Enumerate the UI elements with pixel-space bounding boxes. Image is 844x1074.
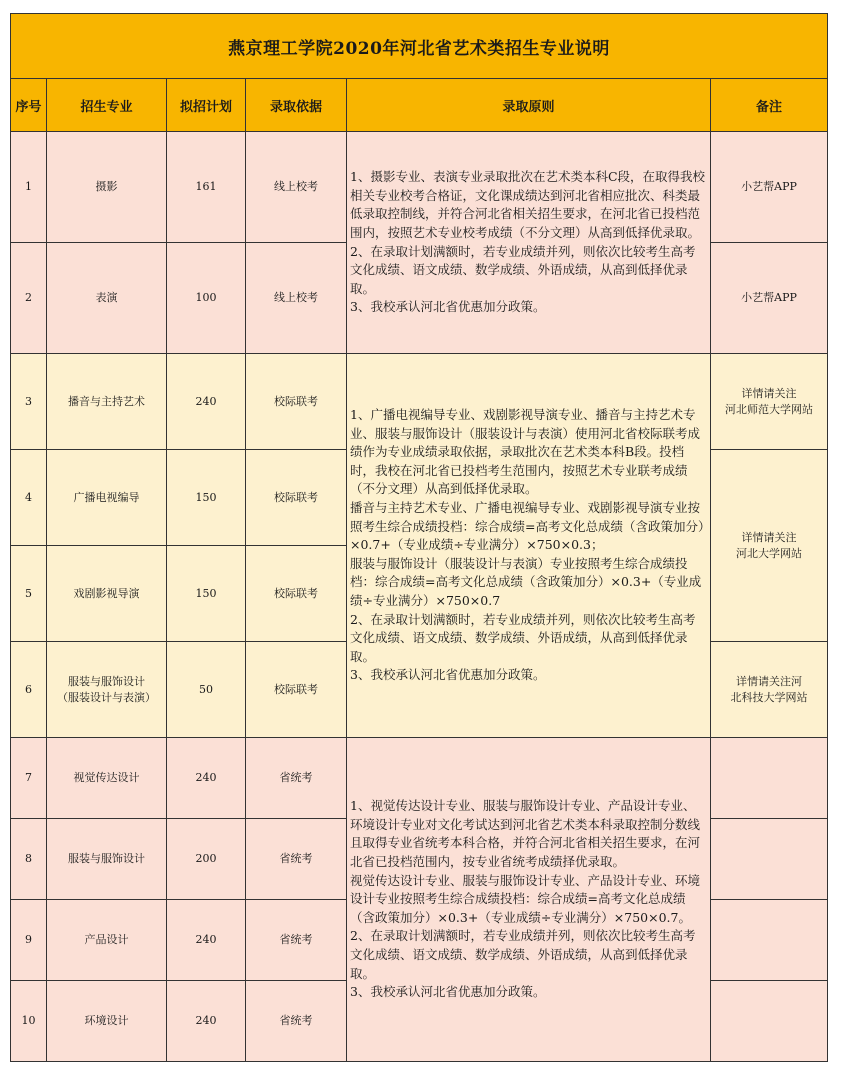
cell-plan: 240 bbox=[167, 981, 246, 1062]
cell-basis: 校际联考 bbox=[246, 642, 347, 738]
cell-principle-group1 bbox=[347, 132, 711, 354]
cell-seq: 6 bbox=[11, 642, 47, 738]
cell-seq: 10 bbox=[11, 981, 47, 1062]
cell-plan: 150 bbox=[167, 450, 246, 546]
cell-plan: 240 bbox=[167, 738, 246, 819]
cell-major: 环境设计 bbox=[47, 981, 167, 1062]
cell-remark: 小艺帮APP bbox=[711, 132, 828, 243]
header-row bbox=[11, 79, 828, 132]
cell-remark bbox=[711, 819, 828, 900]
cell-remark bbox=[711, 900, 828, 981]
cell-remark bbox=[711, 981, 828, 1062]
cell-remark: 详情请关注 河北师范大学网站 bbox=[711, 354, 828, 450]
header-principle: 录取原则 bbox=[347, 79, 711, 132]
cell-plan: 150 bbox=[167, 546, 246, 642]
header-basis: 录取依据 bbox=[246, 79, 347, 132]
header-seq: 序号 bbox=[11, 79, 47, 132]
cell-basis: 线上校考 bbox=[246, 243, 347, 354]
cell-seq: 2 bbox=[11, 243, 47, 354]
cell-seq: 5 bbox=[11, 546, 47, 642]
table-row bbox=[11, 738, 828, 819]
cell-seq: 3 bbox=[11, 354, 47, 450]
cell-remark: 详情请关注河 北科技大学网站 bbox=[711, 642, 828, 738]
cell-major: 视觉传达设计 bbox=[47, 738, 167, 819]
cell-seq: 9 bbox=[11, 900, 47, 981]
cell-remark-merged: 详情请关注 河北大学网站 bbox=[711, 450, 828, 642]
header-major: 招生专业 bbox=[47, 79, 167, 132]
table-title: 燕京理工学院2020年河北省艺术类招生专业说明 bbox=[11, 14, 828, 79]
cell-remark bbox=[711, 738, 828, 819]
cell-seq: 7 bbox=[11, 738, 47, 819]
admission-table bbox=[10, 13, 828, 1062]
admission-table-sheet bbox=[10, 13, 827, 1059]
table-row bbox=[11, 132, 828, 243]
cell-plan: 100 bbox=[167, 243, 246, 354]
principle-text: 1、摄影专业、表演专业录取批次在艺术类本科C段，在取得我校相关专业校考合格证，文化课成绩达到河北省相应批次、科类最低录取控制线，并符合河北省相关招生要求，在河北省已投档范围内，按照艺术专业校考成绩（不分文理）从高到低择优录取。 2、在录取计划满额时，若专业成绩并列，则依次比较考生高考文化成绩、语文成绩、数学成绩、外语成绩，从高到低择优录取。 3、我校承认河北省优惠加分政策。 bbox=[350, 169, 706, 315]
cell-basis: 省统考 bbox=[246, 819, 347, 900]
header-remark: 备注 bbox=[711, 79, 828, 132]
header-plan: 拟招计划 bbox=[167, 79, 246, 132]
cell-major: 产品设计 bbox=[47, 900, 167, 981]
cell-plan: 200 bbox=[167, 819, 246, 900]
cell-seq: 8 bbox=[11, 819, 47, 900]
cell-major: 戏剧影视导演 bbox=[47, 546, 167, 642]
cell-basis: 校际联考 bbox=[246, 354, 347, 450]
cell-basis: 校际联考 bbox=[246, 450, 347, 546]
cell-major: 播音与主持艺术 bbox=[47, 354, 167, 450]
table-row bbox=[11, 354, 828, 450]
cell-principle-group3 bbox=[347, 738, 711, 1062]
cell-major: 服装与服饰设计 bbox=[47, 819, 167, 900]
cell-plan: 50 bbox=[167, 642, 246, 738]
cell-principle-group2 bbox=[347, 354, 711, 738]
cell-remark: 小艺帮APP bbox=[711, 243, 828, 354]
cell-basis: 校际联考 bbox=[246, 546, 347, 642]
cell-major: 服装与服饰设计 （服装设计与表演） bbox=[47, 642, 167, 738]
cell-basis: 省统考 bbox=[246, 738, 347, 819]
principle-text: 1、视觉传达设计专业、服装与服饰设计专业、产品设计专业、环境设计专业对文化考试达到河北省艺术类本科录取控制分数线且取得专业省统考本科合格，并符合河北省相关招生要求，在河北省已投档范围内，按专业省统考成绩择优录取。 视觉传达设计专业、服装与服饰设计专业、产品设计专业、环境设计专业按照考生综合成绩投档：综合成绩=高考文化总成绩（含政策加分）×0.3+（专业成绩÷专业满分）×750×0.7。 2、在录取计划满额时，若专业成绩并列，则依次比较考生高考文化成绩、语文成绩、数学成绩、外语成绩，从高到低择优录取。 3、我校承认河北省优惠加分政策。 bbox=[350, 798, 701, 1000]
cell-plan: 240 bbox=[167, 900, 246, 981]
cell-seq: 4 bbox=[11, 450, 47, 546]
cell-basis: 线上校考 bbox=[246, 132, 347, 243]
cell-major: 表演 bbox=[47, 243, 167, 354]
cell-seq: 1 bbox=[11, 132, 47, 243]
cell-major: 摄影 bbox=[47, 132, 167, 243]
cell-basis: 省统考 bbox=[246, 900, 347, 981]
cell-major: 广播电视编导 bbox=[47, 450, 167, 546]
principle-text: 1、广播电视编导专业、戏剧影视导演专业、播音与主持艺术专业、服装与服饰设计（服装设计与表演）使用河北省校际联考成绩作为专业成绩录取依据，录取批次在艺术类本科B段。投档时，我校在河北省已投档考生范围内，按照艺术专业联考成绩（不分文理）从高到低择优录取。 播音与主持艺术专业、广播电视编导专业、戏剧影视导演专业按照考生综合成绩投档：综合成绩=高考文化总成绩（含政策加分）×0.7+（专业成绩÷专业满分）×750×0.3； 服装与服饰设计（服装设计与表演）专业按照考生综合成绩投档：综合成绩=高考文化总成绩（含政策加分）×0.3+（专业成绩÷专业满分）×750×0.7 2、在录取计划满额时，若专业成绩并列，则依次比较考生高考文化成绩、语文成绩、数学成绩、外语成绩，从高到低择优录取。 3、我校承认河北省优惠加分政策。 bbox=[350, 407, 705, 683]
cell-basis: 省统考 bbox=[246, 981, 347, 1062]
cell-plan: 161 bbox=[167, 132, 246, 243]
cell-plan: 240 bbox=[167, 354, 246, 450]
title-row bbox=[11, 14, 828, 79]
